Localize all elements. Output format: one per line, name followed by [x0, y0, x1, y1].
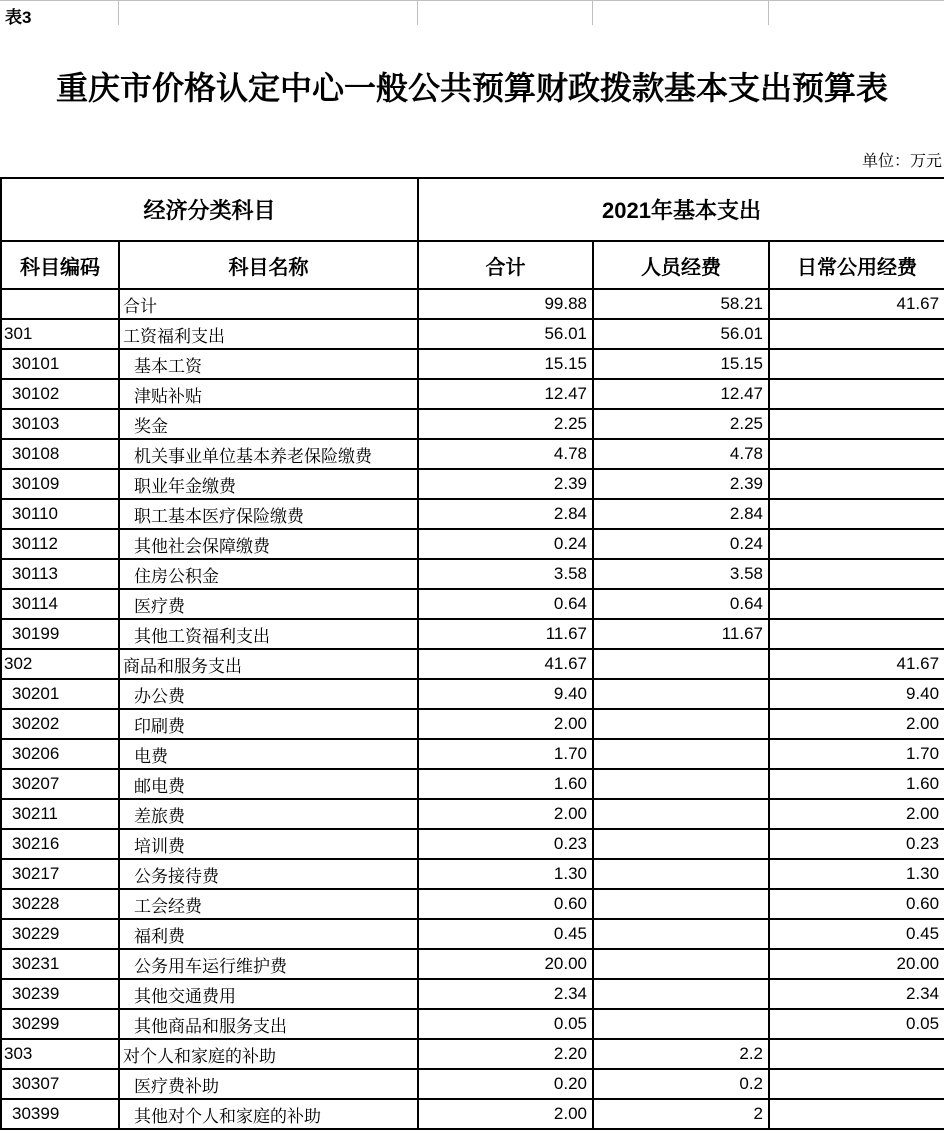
subject-code-cell: 30228: [1, 889, 119, 919]
subject-name-cell: 津贴补贴: [119, 379, 418, 409]
daily-public-funds-cell: 1.60: [769, 769, 944, 799]
daily-public-funds-cell: [769, 589, 944, 619]
total-cell: 2.20: [418, 1039, 593, 1069]
subject-code-cell: 30201: [1, 679, 119, 709]
subject-code-cell: 302: [1, 649, 119, 679]
subject-code-cell: 30216: [1, 829, 119, 859]
subject-name-cell: 商品和服务支出: [119, 649, 418, 679]
table-row: [1, 739, 944, 769]
total-cell: 0.24: [418, 529, 593, 559]
personnel-funds-cell: 3.58: [593, 559, 769, 589]
daily-public-funds-cell: [769, 1039, 944, 1069]
daily-public-funds-cell: [769, 469, 944, 499]
table-row: [1, 349, 944, 379]
subject-code-cell: 30114: [1, 589, 119, 619]
subject-name-cell: 工会经费: [119, 889, 418, 919]
total-cell: 2.34: [418, 979, 593, 1009]
personnel-funds-cell: [593, 859, 769, 889]
subject-code-cell: 30112: [1, 529, 119, 559]
personnel-funds-cell: [593, 769, 769, 799]
personnel-funds-cell: [593, 889, 769, 919]
subject-code-cell: 30299: [1, 1009, 119, 1039]
total-cell: 3.58: [418, 559, 593, 589]
table-row: [1, 289, 944, 319]
subject-name-cell: 职工基本医疗保险缴费: [119, 499, 418, 529]
subject-code-cell: 303: [1, 1039, 119, 1069]
subject-code-cell: 30239: [1, 979, 119, 1009]
personnel-funds-cell: 2.2: [593, 1039, 769, 1069]
personnel-funds-cell: [593, 679, 769, 709]
table-row: [1, 979, 944, 1009]
column-header-total: 合计: [418, 241, 593, 289]
subject-code-cell: 30229: [1, 919, 119, 949]
subject-name-cell: 电费: [119, 739, 418, 769]
personnel-funds-cell: [593, 649, 769, 679]
table-row: [1, 679, 944, 709]
personnel-funds-cell: [593, 919, 769, 949]
table-row: [1, 1069, 944, 1099]
table-row: [1, 829, 944, 859]
daily-public-funds-cell: 20.00: [769, 949, 944, 979]
subject-code-cell: 30199: [1, 619, 119, 649]
table-row: [1, 409, 944, 439]
subject-code-cell: 30211: [1, 799, 119, 829]
total-cell: 15.15: [418, 349, 593, 379]
daily-public-funds-cell: [769, 1069, 944, 1099]
table-row: [1, 1099, 944, 1129]
personnel-funds-cell: 2.25: [593, 409, 769, 439]
column-header-personnel-funds: 人员经费: [593, 241, 769, 289]
subject-code-cell: 30231: [1, 949, 119, 979]
total-cell: 0.20: [418, 1069, 593, 1099]
spreadsheet-gridline-horizontal: [0, 0, 944, 1]
subject-name-cell: 邮电费: [119, 769, 418, 799]
subject-name-cell: 其他商品和服务支出: [119, 1009, 418, 1039]
table-row: [1, 559, 944, 589]
subject-name-cell: 培训费: [119, 829, 418, 859]
personnel-funds-cell: 56.01: [593, 319, 769, 349]
total-cell: 0.23: [418, 829, 593, 859]
personnel-funds-cell: 2.84: [593, 499, 769, 529]
daily-public-funds-cell: 0.60: [769, 889, 944, 919]
subject-code-cell: 30101: [1, 349, 119, 379]
subject-name-cell: 医疗费补助: [119, 1069, 418, 1099]
table-row: [1, 769, 944, 799]
subject-name-cell: 医疗费: [119, 589, 418, 619]
subject-code-cell: 30399: [1, 1099, 119, 1129]
subject-code-cell: 30102: [1, 379, 119, 409]
subject-name-cell: 职业年金缴费: [119, 469, 418, 499]
subject-code-cell: 30217: [1, 859, 119, 889]
daily-public-funds-cell: [769, 619, 944, 649]
header-columns-row: [1, 241, 944, 289]
total-cell: 20.00: [418, 949, 593, 979]
total-cell: 99.88: [418, 289, 593, 319]
subject-code-cell: 30113: [1, 559, 119, 589]
table-row: [1, 499, 944, 529]
subject-code-cell: 30307: [1, 1069, 119, 1099]
total-cell: 41.67: [418, 649, 593, 679]
column-header-subject-name: 科目名称: [119, 241, 418, 289]
table-row: [1, 589, 944, 619]
daily-public-funds-cell: 2.00: [769, 709, 944, 739]
personnel-funds-cell: [593, 979, 769, 1009]
daily-public-funds-cell: 9.40: [769, 679, 944, 709]
total-cell: 2.84: [418, 499, 593, 529]
subject-name-cell: 印刷费: [119, 709, 418, 739]
daily-public-funds-cell: [769, 409, 944, 439]
table-row: [1, 949, 944, 979]
table-row: [1, 649, 944, 679]
table-body: [1, 289, 944, 1129]
daily-public-funds-cell: [769, 349, 944, 379]
daily-public-funds-cell: 0.23: [769, 829, 944, 859]
header-group-row: [1, 178, 944, 241]
daily-public-funds-cell: [769, 529, 944, 559]
subject-code-cell: 30109: [1, 469, 119, 499]
daily-public-funds-cell: 41.67: [769, 649, 944, 679]
daily-public-funds-cell: [769, 559, 944, 589]
subject-code-cell: 30108: [1, 439, 119, 469]
budget-table: [0, 177, 944, 1130]
daily-public-funds-cell: [769, 1099, 944, 1129]
subject-name-cell: 办公费: [119, 679, 418, 709]
subject-name-cell: 合计: [119, 289, 418, 319]
subject-name-cell: 差旅费: [119, 799, 418, 829]
total-cell: 56.01: [418, 319, 593, 349]
total-cell: 12.47: [418, 379, 593, 409]
subject-code-cell: 30110: [1, 499, 119, 529]
personnel-funds-cell: [593, 829, 769, 859]
table-row: [1, 1009, 944, 1039]
subject-name-cell: 其他工资福利支出: [119, 619, 418, 649]
daily-public-funds-cell: 41.67: [769, 289, 944, 319]
personnel-funds-cell: 0.24: [593, 529, 769, 559]
personnel-funds-cell: [593, 739, 769, 769]
table-row: [1, 319, 944, 349]
sheet-tag: 表3: [5, 8, 32, 27]
subject-name-cell: 公务用车运行维护费: [119, 949, 418, 979]
daily-public-funds-cell: 1.70: [769, 739, 944, 769]
spreadsheet-gridline-vertical: [118, 1, 119, 25]
table-row: [1, 619, 944, 649]
table-row: [1, 469, 944, 499]
subject-name-cell: 奖金: [119, 409, 418, 439]
total-cell: 2.00: [418, 1099, 593, 1129]
total-cell: 2.25: [418, 409, 593, 439]
total-cell: 1.60: [418, 769, 593, 799]
personnel-funds-cell: 0.64: [593, 589, 769, 619]
subject-name-cell: 福利费: [119, 919, 418, 949]
table-row: [1, 919, 944, 949]
personnel-funds-cell: 0.2: [593, 1069, 769, 1099]
unit-label: 单位：万元: [861, 153, 942, 170]
table-row: [1, 859, 944, 889]
daily-public-funds-cell: 0.45: [769, 919, 944, 949]
total-cell: 9.40: [418, 679, 593, 709]
subject-name-cell: 其他社会保障缴费: [119, 529, 418, 559]
total-cell: 4.78: [418, 439, 593, 469]
personnel-funds-cell: 2.39: [593, 469, 769, 499]
subject-name-cell: 对个人和家庭的补助: [119, 1039, 418, 1069]
total-cell: 0.05: [418, 1009, 593, 1039]
column-header-subject-code: 科目编码: [1, 241, 119, 289]
table-row: [1, 439, 944, 469]
table-row: [1, 709, 944, 739]
subject-name-cell: 其他交通费用: [119, 979, 418, 1009]
total-cell: 0.60: [418, 889, 593, 919]
spreadsheet-gridline-vertical: [768, 1, 769, 25]
total-cell: 2.39: [418, 469, 593, 499]
personnel-funds-cell: 58.21: [593, 289, 769, 319]
spreadsheet-gridline-vertical: [417, 1, 418, 25]
table-header: [1, 178, 944, 289]
subject-code-cell: 30103: [1, 409, 119, 439]
subject-code-cell: 301: [1, 319, 119, 349]
personnel-funds-cell: 15.15: [593, 349, 769, 379]
table-row: [1, 799, 944, 829]
subject-name-cell: 机关事业单位基本养老保险缴费: [119, 439, 418, 469]
personnel-funds-cell: 2: [593, 1099, 769, 1129]
personnel-funds-cell: [593, 1009, 769, 1039]
personnel-funds-cell: 12.47: [593, 379, 769, 409]
subject-name-cell: 工资福利支出: [119, 319, 418, 349]
personnel-funds-cell: [593, 949, 769, 979]
total-cell: 2.00: [418, 709, 593, 739]
subject-code-cell: 30206: [1, 739, 119, 769]
subject-code-cell: 30202: [1, 709, 119, 739]
subject-name-cell: 基本工资: [119, 349, 418, 379]
personnel-funds-cell: 11.67: [593, 619, 769, 649]
daily-public-funds-cell: [769, 499, 944, 529]
daily-public-funds-cell: 2.00: [769, 799, 944, 829]
total-cell: 0.45: [418, 919, 593, 949]
total-cell: 2.00: [418, 799, 593, 829]
total-cell: 1.70: [418, 739, 593, 769]
personnel-funds-cell: 4.78: [593, 439, 769, 469]
personnel-funds-cell: [593, 799, 769, 829]
page-title: 重庆市价格认定中心一般公共预算财政拨款基本支出预算表: [55, 70, 888, 106]
subject-code-cell: [1, 289, 119, 319]
daily-public-funds-cell: 2.34: [769, 979, 944, 1009]
table-row: [1, 529, 944, 559]
spreadsheet-gridline-vertical: [592, 1, 593, 25]
header-2021-basic-expenditure: 2021年基本支出: [418, 178, 944, 241]
total-cell: 11.67: [418, 619, 593, 649]
daily-public-funds-cell: [769, 439, 944, 469]
daily-public-funds-cell: 0.05: [769, 1009, 944, 1039]
table-row: [1, 889, 944, 919]
column-header-daily-public-funds: 日常公用经费: [769, 241, 944, 289]
daily-public-funds-cell: [769, 319, 944, 349]
subject-name-cell: 其他对个人和家庭的补助: [119, 1099, 418, 1129]
personnel-funds-cell: [593, 709, 769, 739]
table-row: [1, 379, 944, 409]
header-economic-classification: 经济分类科目: [1, 178, 418, 241]
table-row: [1, 1039, 944, 1069]
total-cell: 0.64: [418, 589, 593, 619]
daily-public-funds-cell: 1.30: [769, 859, 944, 889]
subject-name-cell: 公务接待费: [119, 859, 418, 889]
subject-code-cell: 30207: [1, 769, 119, 799]
total-cell: 1.30: [418, 859, 593, 889]
daily-public-funds-cell: [769, 379, 944, 409]
subject-name-cell: 住房公积金: [119, 559, 418, 589]
